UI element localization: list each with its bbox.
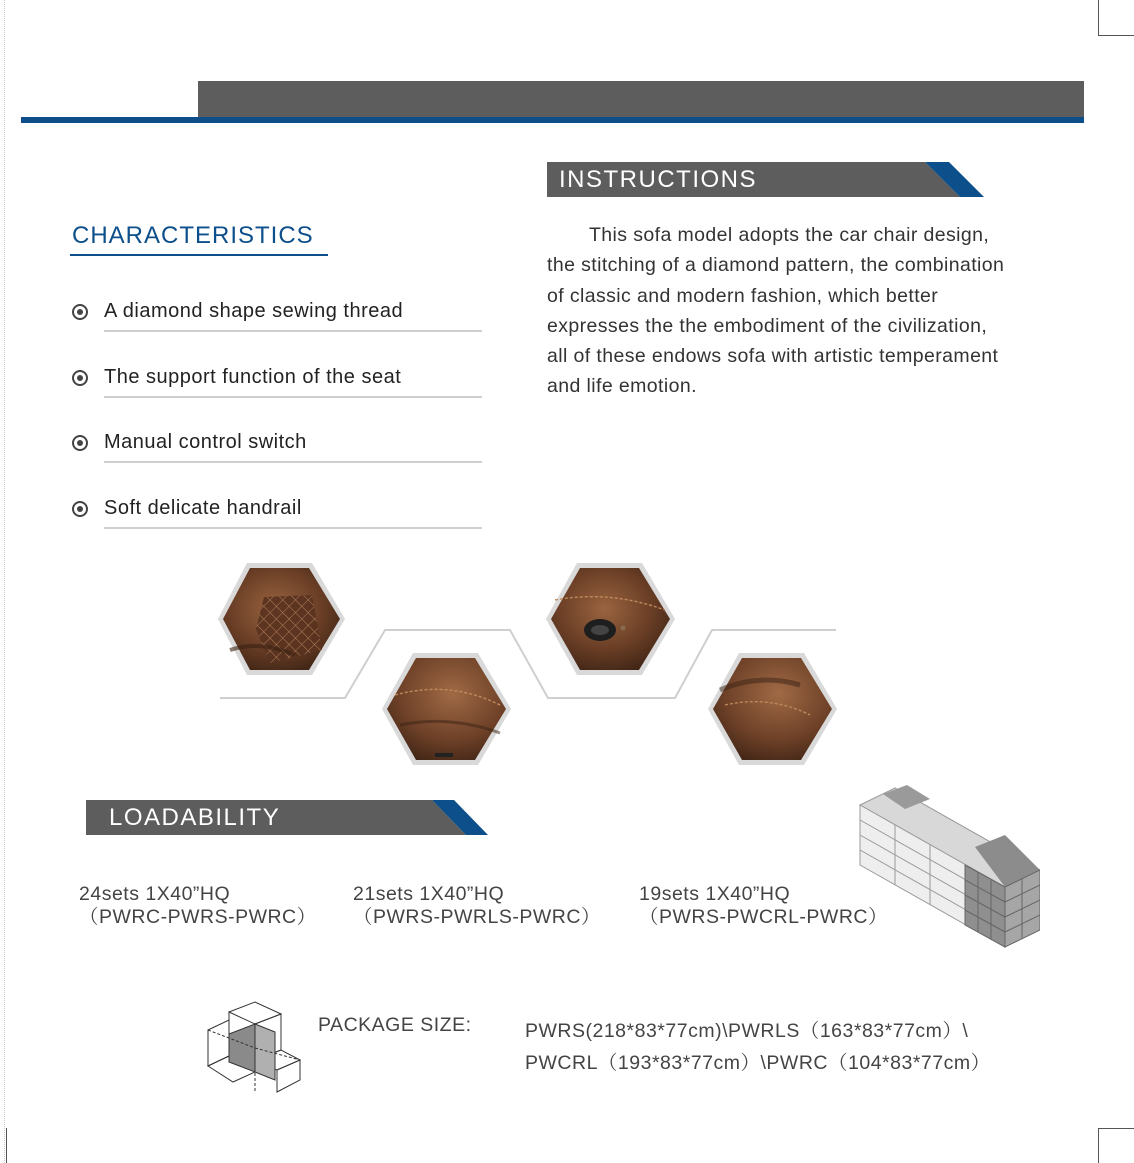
- loadability-item: [639, 883, 888, 929]
- loadability-item: [79, 883, 317, 929]
- radio-bullet-icon: [72, 435, 88, 451]
- radio-bullet-icon: [72, 501, 88, 517]
- package-size-label: PACKAGE SIZE:: [318, 1014, 472, 1036]
- loadability-title: LOADABILITY: [109, 804, 281, 831]
- package-size-line: PWCRL（193*83*77cm）\PWRC（104*83*77cm）: [525, 1052, 991, 1074]
- feature-item: [72, 366, 482, 406]
- feature-item: [72, 497, 482, 537]
- instructions-line: of classic and modern fashion, which better: [547, 284, 939, 307]
- feature-text: The support function of the seat: [104, 366, 402, 388]
- instructions-line: and life emotion.: [547, 375, 697, 398]
- loadability-combo: （PWRS-PWRLS-PWRC）: [353, 906, 601, 928]
- characteristics-title: CHARACTERISTICS: [72, 222, 314, 249]
- package-box-icon: [205, 1000, 303, 1095]
- loadability-qty: 24sets 1X40”HQ: [79, 883, 231, 905]
- detail-photo-control-switch: [546, 563, 675, 675]
- feature-text: Soft delicate handrail: [104, 497, 302, 519]
- loadability-combo: （PWRS-PWCRL-PWRC）: [639, 906, 888, 928]
- loadability-combo: （PWRC-PWRS-PWRC）: [79, 906, 317, 928]
- detail-photo-seat-support: [382, 653, 511, 765]
- instructions-banner: [547, 162, 987, 197]
- loadability-banner: [86, 800, 496, 835]
- instructions-line: This sofa model adopts the car chair design,: [589, 224, 990, 246]
- crop-mark-bottom-right: [1098, 1128, 1099, 1163]
- feature-divider: [104, 527, 482, 529]
- feature-item: [72, 300, 482, 340]
- instructions-line: all of these endows sofa with artistic temperament: [547, 345, 999, 368]
- radio-bullet-icon: [72, 304, 88, 320]
- crop-mark-top-right-h: [1098, 35, 1134, 36]
- page-edge-dotted: [4, 0, 5, 1163]
- instructions-line: expresses the the embodiment of the civilization,: [547, 314, 988, 337]
- header-accent-line: [21, 117, 1084, 123]
- detail-photo-handrail: [708, 653, 837, 765]
- crop-mark-bottom-right-h: [1098, 1128, 1134, 1129]
- instructions-title: INSTRUCTIONS: [559, 166, 757, 193]
- crop-mark-top-right: [1098, 0, 1099, 36]
- detail-photo-diamond-stitching: [218, 563, 345, 675]
- feature-divider: [104, 330, 482, 332]
- loadability-qty: 19sets 1X40”HQ: [639, 883, 791, 905]
- feature-text: Manual control switch: [104, 431, 307, 453]
- loadability-qty: 21sets 1X40”HQ: [353, 883, 505, 905]
- feature-divider: [104, 461, 482, 463]
- header-band: [198, 81, 1084, 119]
- feature-item: [72, 431, 482, 471]
- crop-mark-bottom-left: [6, 1128, 7, 1163]
- instructions-paragraph: [547, 220, 1067, 402]
- detail-photo-strip: [200, 555, 850, 775]
- package-size-line: PWRS(218*83*77cm)\PWRLS（163*83*77cm）\: [525, 1020, 969, 1042]
- instructions-line: the stitching of a diamond pattern, the combination: [547, 254, 1005, 277]
- feature-text: A diamond shape sewing thread: [104, 300, 404, 322]
- loadability-item: [353, 883, 601, 929]
- characteristics-underline: [70, 254, 328, 256]
- container-stack-icon: [855, 785, 1040, 950]
- radio-bullet-icon: [72, 370, 88, 386]
- feature-divider: [104, 396, 482, 398]
